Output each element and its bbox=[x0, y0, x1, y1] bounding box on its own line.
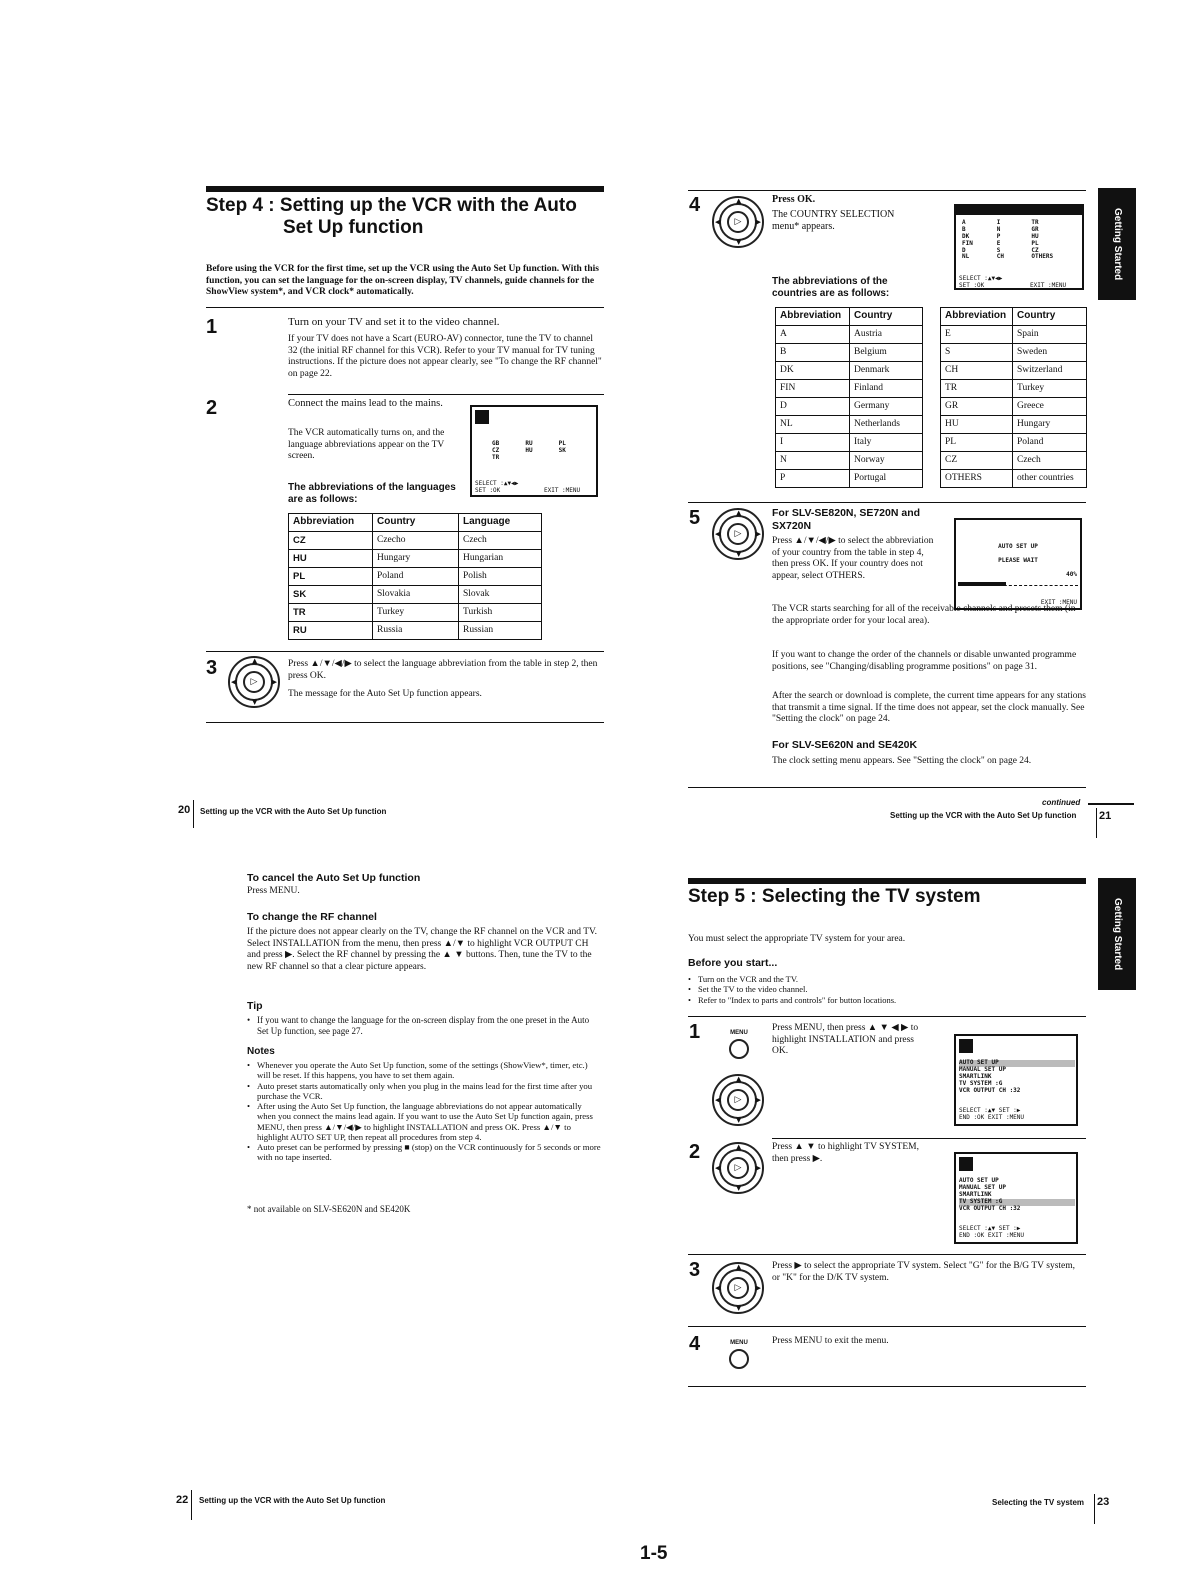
cell-language: Czech bbox=[459, 532, 542, 550]
table-row bbox=[941, 416, 1087, 434]
list-item: • Set the TV to the video channel. bbox=[688, 984, 1086, 994]
menu-button-icon bbox=[722, 1030, 756, 1059]
menu-item: TV SYSTEM :G bbox=[959, 1079, 1003, 1087]
cell-language: Turkish bbox=[459, 604, 542, 622]
cell-abbr: N bbox=[776, 452, 850, 470]
cell-country: Russia bbox=[373, 622, 459, 640]
table-row bbox=[289, 532, 542, 550]
screen-code: B bbox=[962, 225, 966, 233]
progress-fill bbox=[958, 582, 1006, 586]
screen-code: FIN bbox=[962, 239, 973, 247]
table-row bbox=[776, 470, 923, 488]
step-number: 2 bbox=[206, 397, 218, 419]
section-heading: To cancel the Auto Set Up function bbox=[247, 872, 421, 884]
screen-code: D bbox=[962, 246, 966, 254]
cell-abbr: HU bbox=[941, 416, 1013, 434]
section-text: If the picture does not appear clearly on the TV, change the RF channel on the VCR and TV. Select INSTALLATION from the menu, then press ▲/▼ to highlight VCR OUTPUT CH and press ▶. Select the RF channel by pressing the ▲ ▼ buttons. Then, tune the TV to the new RF channel so that a clear picture appears. bbox=[247, 927, 598, 972]
footer-rule bbox=[1094, 1494, 1095, 1524]
list-item: • Turn on the VCR and the TV. bbox=[688, 974, 1086, 984]
screen-select: SELECT :▲▼ SET :▶ bbox=[959, 1107, 1021, 1114]
step-text: Press MENU to exit the menu. bbox=[772, 1336, 889, 1346]
table-heading: The abbreviations of the languages are as follows: bbox=[288, 482, 456, 506]
continued-label: continued bbox=[1042, 798, 1081, 807]
table-row bbox=[776, 362, 923, 380]
progress-bar bbox=[958, 582, 1078, 586]
divider bbox=[688, 1254, 1086, 1255]
menu-icon bbox=[475, 410, 489, 424]
section-tab: Getting Started bbox=[1098, 878, 1136, 990]
column-header: Abbreviation bbox=[776, 308, 850, 326]
cell-abbr: CZ bbox=[941, 452, 1013, 470]
cell-country: Hungary bbox=[1013, 416, 1087, 434]
menu-item: VCR OUTPUT CH :32 bbox=[959, 1204, 1021, 1212]
section-heading: Notes bbox=[247, 1046, 275, 1057]
screen-select: SELECT :▲▼◀▶ bbox=[475, 480, 519, 487]
step-text: If you want to change the order of the channels or disable unwanted programme positions, see "Changing/disabling programme positions" on page 31. bbox=[772, 650, 1077, 672]
screen-end: END :OK EXIT :MENU bbox=[959, 1232, 1025, 1239]
screen-code: DK bbox=[962, 232, 970, 240]
step-subtext: The COUNTRY SELECTION menu* appears. bbox=[772, 209, 895, 233]
screen-select: SELECT :▲▼ SET :▶ bbox=[959, 1225, 1021, 1232]
remote-joystick-icon: ▷ ▲ ▼ ◀ ▶ bbox=[712, 1074, 764, 1126]
section-text: Press MENU. bbox=[247, 886, 300, 896]
cell-abbr: S bbox=[941, 344, 1013, 362]
divider bbox=[688, 502, 1086, 503]
divider bbox=[688, 1326, 1086, 1327]
divider bbox=[688, 190, 1086, 191]
cell-country: Poland bbox=[373, 568, 459, 586]
cell-country: Austria bbox=[850, 326, 923, 344]
table-row bbox=[941, 452, 1087, 470]
tip-list bbox=[247, 1015, 602, 1037]
footer-text: Setting up the VCR with the Auto Set Up function bbox=[199, 1496, 386, 1505]
cell-country: Slovakia bbox=[373, 586, 459, 604]
list-item: • Auto preset can be performed by pressing ■ (stop) on the VCR continuously for 5 seconds or more with no tape inserted. bbox=[247, 1142, 602, 1163]
cell-country: other countries bbox=[1013, 470, 1087, 488]
remote-joystick-icon: ▷ ▲ ▼ ◀ ▶ bbox=[228, 656, 280, 708]
menu-button-label: MENU bbox=[730, 1030, 748, 1036]
screen-code: HU bbox=[525, 446, 533, 454]
section-heading: To change the RF channel bbox=[247, 911, 377, 923]
cell-abbr: A bbox=[776, 326, 850, 344]
screen-code: CZ bbox=[492, 446, 500, 454]
step-text: Press OK. bbox=[772, 194, 816, 205]
menu-item: MANUAL SET UP bbox=[959, 1183, 1006, 1191]
section-tab: Getting Started bbox=[1098, 188, 1136, 300]
cell-language: Hungarian bbox=[459, 550, 542, 568]
cell-abbr: FIN bbox=[776, 380, 850, 398]
screen-exit: EXIT :MENU bbox=[1040, 599, 1077, 606]
list-item: • Auto preset starts automatically only when you plug in the mains lead for the first time after you purchase the VCR. bbox=[247, 1081, 602, 1102]
cell-country: Turkey bbox=[373, 604, 459, 622]
table-row bbox=[941, 380, 1087, 398]
sheet-page-label: 1-5 bbox=[640, 1543, 668, 1564]
step-number: 3 bbox=[689, 1259, 701, 1281]
table-row bbox=[776, 434, 923, 452]
footer-rule bbox=[193, 800, 194, 828]
screen-code: HU bbox=[1031, 232, 1039, 240]
column-header: Country bbox=[850, 308, 923, 326]
table-header-row bbox=[776, 308, 923, 326]
screen-title-bar bbox=[956, 206, 1082, 215]
screen-code: CZ bbox=[1031, 246, 1039, 254]
cell-country: Switzerland bbox=[1013, 362, 1087, 380]
cell-abbr: TR bbox=[289, 604, 373, 622]
menu-button-icon bbox=[722, 1340, 756, 1369]
step-subtext: The message for the Auto Set Up function appears. bbox=[288, 689, 482, 699]
table-row bbox=[941, 398, 1087, 416]
cell-abbr: OTHERS bbox=[941, 470, 1013, 488]
cell-country: Hungary bbox=[373, 550, 459, 568]
footer-rule bbox=[1096, 808, 1097, 838]
page-title: Step 5 : Selecting the TV system bbox=[688, 886, 981, 907]
column-header: Language bbox=[459, 514, 542, 532]
intro-text: Before using the VCR for the first time, set up the VCR using the Auto Set Up function. With this function, you can set the language for the on-screen display, TV channels, guide channels for the ShowView system*, and VCR clock* automatically. bbox=[206, 264, 599, 298]
step-number: 1 bbox=[206, 316, 218, 338]
page-title-cont: Set Up function bbox=[283, 217, 424, 238]
footer-rule bbox=[191, 1490, 192, 1520]
section-heading: Tip bbox=[247, 1000, 263, 1012]
table-row bbox=[289, 568, 542, 586]
table-row bbox=[941, 434, 1087, 452]
cell-abbr: B bbox=[776, 344, 850, 362]
cell-country: Sweden bbox=[1013, 344, 1087, 362]
menu-item: AUTO SET UP bbox=[959, 1177, 999, 1184]
menu-item: VCR OUTPUT CH :32 bbox=[959, 1086, 1021, 1094]
screen-code: OTHERS bbox=[1031, 253, 1054, 261]
footer-text: Setting up the VCR with the Auto Set Up function bbox=[200, 807, 387, 816]
table-heading: The abbreviations of the countries are as follows: bbox=[772, 276, 890, 300]
step-number: 4 bbox=[689, 194, 701, 216]
column-header: Country bbox=[1013, 308, 1087, 326]
step-text: Press ▲/▼/◀/▶ to select the language abbreviation from the table in step 2, then press OK. bbox=[288, 659, 598, 681]
footnote: * not available on SLV-SE620N and SE420K bbox=[247, 1204, 411, 1214]
cell-country: Czecho bbox=[373, 532, 459, 550]
tv-screen-country bbox=[954, 204, 1084, 290]
step-number: 3 bbox=[206, 657, 218, 679]
step-text: After the search or download is complete, the current time appears for any stations that transmit a time signal. If the time does not appear, set the clock manually. See "Setting the clock" on page 24. bbox=[772, 691, 1086, 725]
page-number: 22 bbox=[176, 1494, 189, 1506]
cell-country: Denmark bbox=[850, 362, 923, 380]
screen-code: TR bbox=[1031, 219, 1039, 226]
table-row bbox=[776, 380, 923, 398]
screen-code: A bbox=[962, 219, 966, 226]
screen-code: RU bbox=[525, 440, 533, 447]
country-table-right bbox=[940, 307, 1087, 488]
screen-code: P bbox=[996, 232, 1001, 240]
screen-code: S bbox=[996, 246, 1001, 254]
cell-country: Portugal bbox=[850, 470, 923, 488]
step-text: Turn on your TV and set it to the video channel. bbox=[288, 316, 500, 328]
screen-code: SK bbox=[558, 446, 566, 454]
divider bbox=[772, 1138, 1086, 1139]
model-heading: For SLV-SE820N, SE720N and SX720N bbox=[772, 507, 921, 532]
cell-country: Norway bbox=[850, 452, 923, 470]
remote-joystick-icon: ▷ ▲ ▼ ◀ ▶ bbox=[712, 196, 764, 248]
cell-abbr: NL bbox=[776, 416, 850, 434]
step-text: Press MENU, then press ▲ ▼ ◀ ▶ to highlight INSTALLATION and press OK. bbox=[772, 1023, 919, 1057]
table-row bbox=[289, 604, 542, 622]
cell-country: Finland bbox=[850, 380, 923, 398]
table-header-row bbox=[289, 514, 542, 532]
progress-percent: 40% bbox=[1066, 571, 1077, 578]
table-row bbox=[289, 550, 542, 568]
cell-abbr: PL bbox=[941, 434, 1013, 452]
menu-icon bbox=[959, 1157, 973, 1171]
page-number: 23 bbox=[1097, 1496, 1110, 1508]
autoset-title: AUTO SET UP bbox=[998, 543, 1038, 550]
cell-abbr: DK bbox=[776, 362, 850, 380]
table-row bbox=[776, 416, 923, 434]
remote-joystick-icon: ▷ ▲ ▼ ◀ ▶ bbox=[712, 508, 764, 560]
step-text: Connect the mains lead to the mains. bbox=[288, 398, 443, 409]
screen-end: END :OK EXIT :MENU bbox=[959, 1114, 1025, 1121]
list-item: • Refer to "Index to parts and controls" for button locations. bbox=[688, 995, 1086, 1005]
cell-abbr: SK bbox=[289, 586, 373, 604]
screen-exit: EXIT :MENU bbox=[544, 487, 581, 494]
cell-language: Polish bbox=[459, 568, 542, 586]
screen-code: TR bbox=[492, 453, 500, 461]
menu-item-highlighted: AUTO SET UP bbox=[959, 1060, 1075, 1067]
step-text: Press ▲/▼/◀/▶ to select the abbreviation of your country from the table in step 4, then press OK. If your country does not appear, select OTHERS. bbox=[772, 536, 934, 581]
tv-screen-autoset bbox=[954, 518, 1082, 610]
screen-exit: EXIT :MENU bbox=[1030, 282, 1067, 289]
step-number: 4 bbox=[689, 1333, 701, 1355]
remote-joystick-icon: ▷ ▲ ▼ ◀ ▶ bbox=[712, 1142, 764, 1194]
language-table bbox=[288, 513, 542, 640]
screen-code: I bbox=[996, 219, 1001, 226]
table-row bbox=[289, 622, 542, 640]
divider bbox=[206, 722, 604, 723]
menu-item-highlighted: TV SYSTEM :G bbox=[959, 1199, 1075, 1206]
menu-button-label: MENU bbox=[730, 1340, 748, 1346]
intro-text: You must select the appropriate TV system for your area. bbox=[688, 934, 906, 944]
remote-joystick-icon: ▷ ▲ ▼ ◀ ▶ bbox=[712, 1262, 764, 1314]
cell-abbr: P bbox=[776, 470, 850, 488]
screen-code: CH bbox=[996, 253, 1004, 261]
step-subtext: The VCR automatically turns on, and the language abbreviations appear on the TV screen. bbox=[288, 428, 445, 462]
table-row bbox=[776, 326, 923, 344]
cell-country: Spain bbox=[1013, 326, 1087, 344]
divider bbox=[688, 1386, 1086, 1387]
step-text: The clock setting menu appears. See "Setting the clock" on page 24. bbox=[772, 756, 1032, 766]
cell-abbr: GR bbox=[941, 398, 1013, 416]
screen-code: E bbox=[996, 239, 1001, 247]
cell-abbr: CZ bbox=[289, 532, 373, 550]
cell-country: Germany bbox=[850, 398, 923, 416]
divider bbox=[288, 394, 604, 395]
step-text: Press ▲ ▼ to highlight TV SYSTEM, then press ▶. bbox=[772, 1142, 919, 1164]
table-row bbox=[289, 586, 542, 604]
table-row bbox=[941, 326, 1087, 344]
step-number: 2 bbox=[689, 1141, 701, 1163]
cell-abbr: PL bbox=[289, 568, 373, 586]
cell-country: Turkey bbox=[1013, 380, 1087, 398]
column-header: Abbreviation bbox=[941, 308, 1013, 326]
screen-set: SET :OK bbox=[475, 487, 501, 494]
cell-language: Slovak bbox=[459, 586, 542, 604]
divider bbox=[206, 651, 604, 652]
cell-country: Italy bbox=[850, 434, 923, 452]
menu-item: SMARTLINK bbox=[959, 1072, 992, 1080]
cell-country: Netherlands bbox=[850, 416, 923, 434]
table-row bbox=[941, 344, 1087, 362]
divider bbox=[688, 1016, 1086, 1017]
menu-item: MANUAL SET UP bbox=[959, 1065, 1006, 1073]
title-rule bbox=[688, 878, 1086, 884]
cell-abbr: D bbox=[776, 398, 850, 416]
cell-abbr: HU bbox=[289, 550, 373, 568]
table-row bbox=[941, 470, 1087, 488]
cell-country: Belgium bbox=[850, 344, 923, 362]
cell-abbr: I bbox=[776, 434, 850, 452]
model-heading: For SLV-SE620N and SE420K bbox=[772, 739, 918, 751]
table-row bbox=[941, 362, 1087, 380]
tv-screen-installation bbox=[954, 1034, 1078, 1126]
screen-code: N bbox=[996, 225, 1001, 233]
notes-list bbox=[247, 1060, 602, 1163]
cell-country: Czech bbox=[1013, 452, 1087, 470]
cell-abbr: E bbox=[941, 326, 1013, 344]
screen-code: NL bbox=[962, 253, 970, 261]
title-rule bbox=[206, 186, 604, 192]
list-item: • After using the Auto Set Up function, the language abbreviations do not appear automatically when you connect the mains lead again. If you want to use the Auto Set Up function again, press MENU, then press ▲/▼/◀/▶ to highlight INSTALLATION and press OK. Press ▲/▼ to highlight AUTO SET UP, then repeat all procedures from step 4. bbox=[247, 1101, 602, 1142]
column-header: Abbreviation bbox=[289, 514, 373, 532]
page-number: 21 bbox=[1099, 810, 1112, 822]
cell-abbr: RU bbox=[289, 622, 373, 640]
screen-code: GB bbox=[492, 440, 500, 447]
autoset-wait: PLEASE WAIT bbox=[998, 557, 1038, 564]
list-item: • Whenever you operate the Auto Set Up function, some of the settings (ShowView*, timer, etc.) will be reset. If this happens, you have to set them again. bbox=[247, 1060, 602, 1081]
section-heading: Before you start... bbox=[688, 957, 778, 969]
table-row bbox=[776, 398, 923, 416]
cell-language: Russian bbox=[459, 622, 542, 640]
screen-select: SELECT :▲▼◀▶ bbox=[959, 275, 1003, 282]
screen-set: SET :OK bbox=[959, 282, 985, 289]
step-number: 1 bbox=[689, 1021, 701, 1043]
cell-abbr: TR bbox=[941, 380, 1013, 398]
continued-rule bbox=[1088, 803, 1134, 805]
table-row bbox=[776, 344, 923, 362]
page-number: 20 bbox=[178, 804, 191, 816]
tv-screen-tv-system bbox=[954, 1152, 1078, 1244]
cell-country: Poland bbox=[1013, 434, 1087, 452]
divider bbox=[688, 787, 1086, 788]
footer-text: Selecting the TV system bbox=[992, 1498, 1085, 1507]
screen-code: PL bbox=[1031, 239, 1039, 247]
screen-code: PL bbox=[558, 440, 566, 447]
before-list bbox=[688, 974, 1086, 1005]
divider bbox=[206, 307, 604, 308]
footer-text: Setting up the VCR with the Auto Set Up function bbox=[890, 811, 1077, 820]
page-title: Step 4 : Setting up the VCR with the Auto bbox=[206, 195, 577, 216]
table-row bbox=[776, 452, 923, 470]
cell-country: Greece bbox=[1013, 398, 1087, 416]
table-header-row bbox=[941, 308, 1087, 326]
list-item: • If you want to change the language for the on-screen display from the one preset in the Auto Set Up function, see page 27. bbox=[247, 1015, 602, 1037]
screen-code: GR bbox=[1031, 225, 1039, 233]
cell-abbr: CH bbox=[941, 362, 1013, 380]
column-header: Country bbox=[373, 514, 459, 532]
menu-icon bbox=[959, 1039, 973, 1053]
step-text: Press ▶ to select the appropriate TV system. Select "G" for the B/G TV system, or "K" for the D/K TV system. bbox=[772, 1261, 1076, 1283]
step-subtext: If your TV does not have a Scart (EURO-AV) connector, tune the TV to channel 32 (the initial RF channel for this VCR). Refer to your TV manual for TV tuning instructions. If the picture does not appear clearly, see "To change the RF channel" on page 22. bbox=[288, 334, 602, 379]
tv-screen-language bbox=[470, 405, 598, 497]
step-number: 5 bbox=[689, 507, 701, 529]
country-table-left bbox=[775, 307, 923, 488]
step-text: The VCR starts searching for all of the receivable channels and presets them (in the appropriate order for your local area). bbox=[772, 604, 1076, 626]
menu-item: SMARTLINK bbox=[959, 1190, 992, 1198]
